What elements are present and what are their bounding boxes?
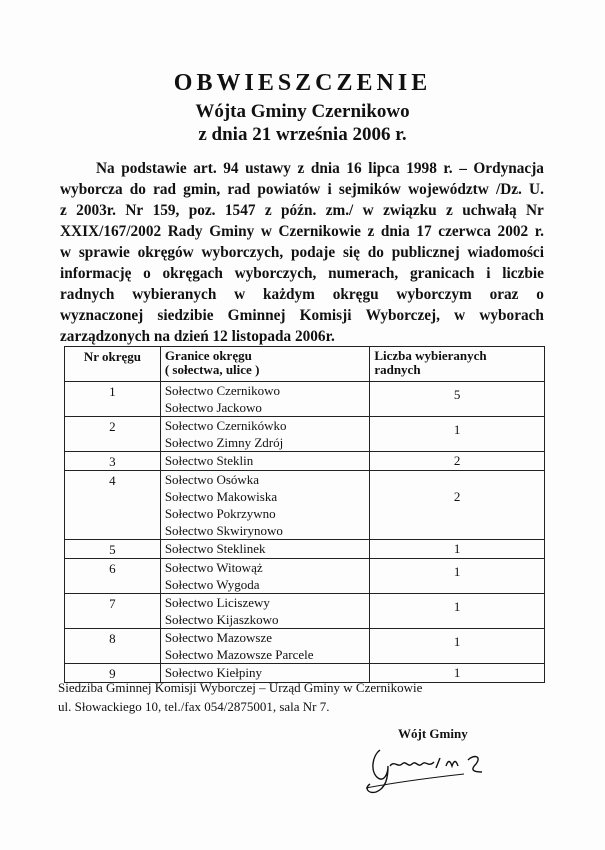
districts-table-body [65, 382, 545, 683]
district-boundaries [160, 559, 370, 594]
village-name: Sołectwo Wygoda [164, 577, 260, 592]
village-name: Sołectwo Steklinek [164, 541, 266, 556]
village-name: Sołectwo Mazowsze Parcele [164, 647, 314, 662]
handwritten-signature [358, 738, 498, 796]
announcement-body [60, 158, 544, 347]
district-boundaries [160, 417, 370, 452]
districts-table [64, 346, 545, 683]
district-boundaries [160, 452, 370, 471]
table-row [65, 382, 545, 417]
header-boundaries-line2: ( sołectwa, ulice ) [164, 362, 260, 377]
body-line: wyznaczonej siedzibie Gminnej Komisji Wyborczej, w wyborach [60, 307, 544, 324]
header-seats-line2: radnych [374, 362, 421, 377]
district-number: 1 [65, 382, 161, 417]
district-boundaries [160, 471, 370, 540]
village-name: Sołectwo Skwirynowo [164, 523, 283, 538]
body-line: XXIX/167/2002 Rady Gminy w Czernikowie z dnia 17 czerwca 2002 r. [60, 223, 544, 240]
body-line: z 2003r. Nr 159, poz. 1547 z późn. zm./ w związku z uchwałą Nr [60, 202, 544, 219]
footer-address [58, 678, 422, 716]
village-name: Sołectwo Witowąż [164, 560, 263, 575]
body-line: Na podstawie art. 94 ustawy z dnia 16 lipca 1998 r. – Ordynacja [96, 160, 544, 177]
district-number: 7 [65, 594, 161, 629]
table-row [65, 417, 545, 452]
village-name: Sołectwo Liciszewy [164, 595, 270, 610]
header-seats [370, 347, 545, 382]
village-name: Sołectwo Steklin [164, 453, 254, 468]
village-name: Sołectwo Kiełpiny [164, 665, 262, 680]
district-boundaries [160, 594, 370, 629]
village-name: Sołectwo Czernikowo [164, 383, 280, 398]
document-subtitle-author: Wójta Gminy Czernikowo [195, 101, 410, 122]
district-number: 8 [65, 629, 161, 664]
district-number: 4 [65, 471, 161, 540]
village-name: Sołectwo Osówka [164, 472, 260, 487]
header-boundaries [160, 347, 370, 382]
seats-count: 1 [370, 417, 545, 452]
signature-label: Wójt Gminy [398, 726, 468, 741]
table-row [65, 594, 545, 629]
district-number: 2 [65, 417, 161, 452]
body-line: informację o okręgach wyborczych, numerach, granicach i liczbie [60, 265, 544, 282]
district-number: 3 [65, 452, 161, 471]
header-seats-line1: Liczba wybieranych [374, 348, 487, 363]
seats-count: 5 [370, 382, 545, 417]
district-number: 9 [65, 664, 161, 683]
village-name: Sołectwo Jackowo [164, 400, 262, 415]
district-boundaries [160, 382, 370, 417]
body-line: w sprawie okręgów wyborczych, podaje się do publicznej wiadomości [60, 244, 544, 261]
document-title: OBWIESZCZENIE [173, 70, 432, 96]
body-line: radnych wybieranych w każdym okręgu wyborczym oraz o [60, 286, 544, 303]
village-name: Sołectwo Kijaszkowo [164, 612, 279, 627]
seats-count: 2 [370, 452, 545, 471]
village-name: Sołectwo Czernikówko [164, 418, 287, 433]
body-line: wyborcza do rad gmin, rad powiatów i sejmików województw /Dz. U. [60, 181, 544, 198]
table-row [65, 629, 545, 664]
table-row [65, 452, 545, 471]
district-number: 5 [65, 540, 161, 559]
district-boundaries [160, 540, 370, 559]
table-header-row [65, 347, 545, 382]
table-row [65, 559, 545, 594]
village-name: Sołectwo Makowiska [164, 489, 278, 504]
header-district-number: Nr okręgu [65, 347, 161, 382]
district-number: 6 [65, 559, 161, 594]
footer-line-commission: Siedziba Gminnej Komisji Wyborczej – Urząd Gminy w Czernikowie [58, 680, 423, 695]
table-row [65, 540, 545, 559]
seats-count: 2 [370, 471, 545, 540]
table-row [65, 471, 545, 540]
footer-line-address: ul. Słowackiego 10, tel./fax 054/2875001, sala Nr 7. [58, 699, 330, 714]
seats-count: 1 [370, 664, 545, 683]
document-subtitle-date: z dnia 21 września 2006 r. [198, 124, 407, 145]
district-boundaries [160, 629, 370, 664]
village-name: Sołectwo Pokrzywno [164, 506, 276, 521]
village-name: Sołectwo Mazowsze [164, 630, 273, 645]
header-boundaries-line1: Granice okręgu [164, 348, 252, 363]
village-name: Sołectwo Zimny Zdrój [164, 435, 284, 450]
seats-count: 1 [370, 594, 545, 629]
seats-count: 1 [370, 540, 545, 559]
body-line: zarządzonych na dzień 12 listopada 2006r. [60, 328, 335, 345]
seats-count: 1 [370, 629, 545, 664]
seats-count: 1 [370, 559, 545, 594]
